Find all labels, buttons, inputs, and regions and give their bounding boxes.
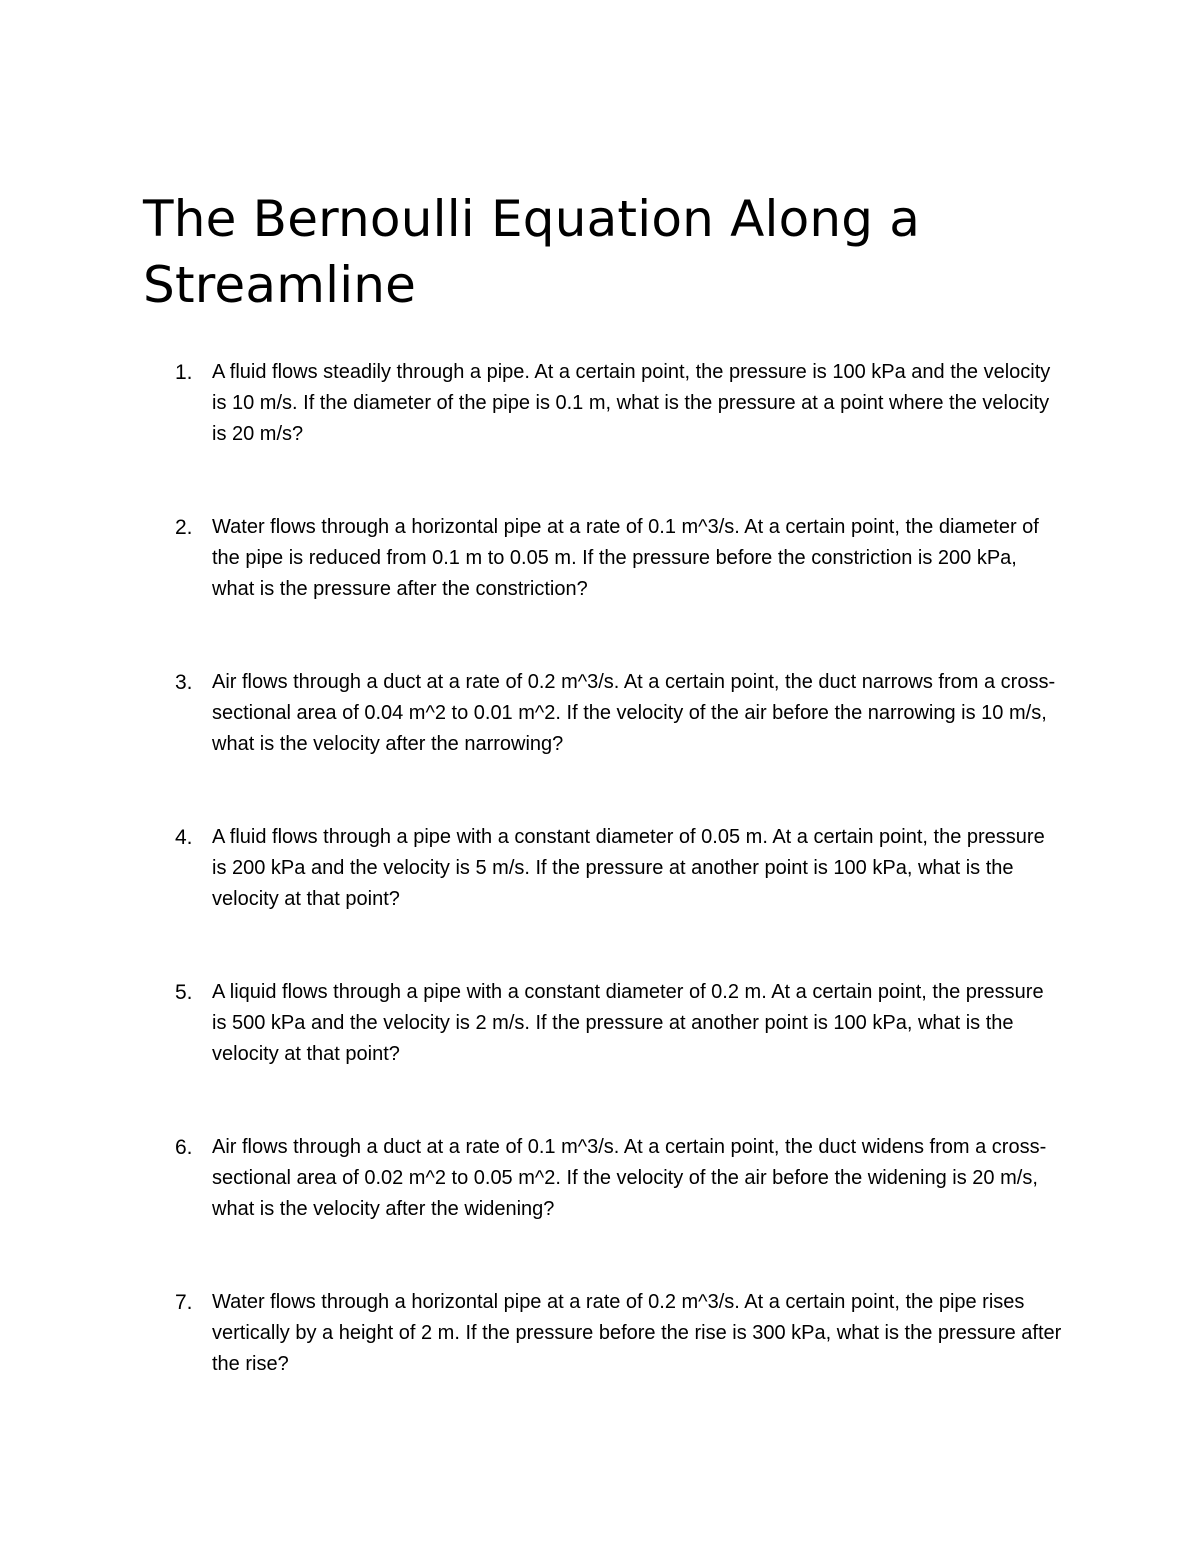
question-item-1 xyxy=(0,357,1200,512)
question-number: 3. xyxy=(175,671,193,694)
question-text: A fluid flows steadily through a pipe. At a certain point, the pressure is 100 kPa and the velocity is 10 m/s. If the diameter of the pipe is 0.1 m, what is the pressure at a point where the velocity is 20 m/s? xyxy=(212,361,1051,445)
question-number: 2. xyxy=(175,516,193,539)
question-text: A fluid flows through a pipe with a constant diameter of 0.05 m. At a certain point, the pressure is 200 kPa and the velocity is 5 m/s. If the pressure at another point is 100 kPa, what is the velocity at that point? xyxy=(212,826,1045,910)
question-text: A liquid flows through a pipe with a constant diameter of 0.2 m. At a certain point, the pressure is 500 kPa and the velocity is 2 m/s. If the pressure at another point is 100 kPa, what is the velocity at that point? xyxy=(212,981,1044,1065)
document-title: The Bernoulli Equation Along a Streamline xyxy=(143,190,921,314)
question-item-7 xyxy=(0,1287,1200,1442)
question-number: 7. xyxy=(175,1291,193,1314)
question-list xyxy=(0,357,1200,1442)
question-text: Air flows through a duct at a rate of 0.2 m^3/s. At a certain point, the duct narrows from a cross-sectional area of 0.04 m^2 to 0.01 m^2. If the velocity of the air before the narrowing is 10 m/s, what is the velocity after the narrowing? xyxy=(212,671,1056,755)
question-text: Air flows through a duct at a rate of 0.1 m^3/s. At a certain point, the duct widens from a cross-sectional area of 0.02 m^2 to 0.05 m^2. If the velocity of the air before the widening is 20 m/s, what is the velocity after the widening? xyxy=(212,1136,1047,1220)
question-item-5 xyxy=(0,977,1200,1132)
question-item-6 xyxy=(0,1132,1200,1287)
question-number: 6. xyxy=(175,1136,193,1159)
question-item-2 xyxy=(0,512,1200,667)
question-number: 4. xyxy=(175,826,193,849)
question-number: 1. xyxy=(175,361,193,384)
question-item-3 xyxy=(0,667,1200,822)
question-item-4 xyxy=(0,822,1200,977)
question-number: 5. xyxy=(175,981,193,1004)
question-text: Water flows through a horizontal pipe at a rate of 0.1 m^3/s. At a certain point, the diameter of the pipe is reduced from 0.1 m to 0.05 m. If the pressure before the constriction is 200 kPa, what is the pressure after the constriction? xyxy=(212,516,1039,600)
question-text: Water flows through a horizontal pipe at a rate of 0.2 m^3/s. At a certain point, the pipe rises vertically by a height of 2 m. If the pressure before the rise is 300 kPa, what is the pressure after the rise? xyxy=(212,1291,1062,1375)
